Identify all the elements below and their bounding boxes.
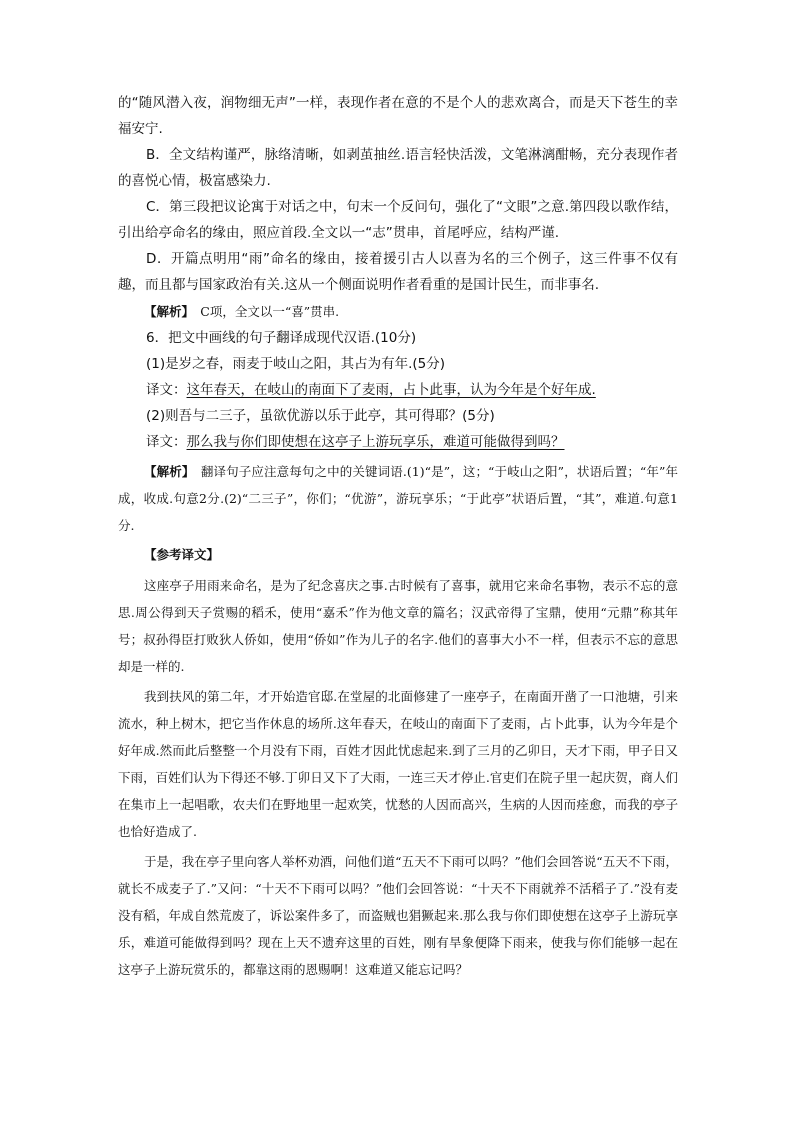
translation-prefix: 译文： bbox=[146, 434, 187, 450]
reference-paragraph: 这座亭子用雨来命名，是为了纪念喜庆之事.古时候有了喜事，就用它来命名事物，表示不忘的意思.周公得到天子赏赐的稻禾，使用“嘉禾”作为他文章的篇名；汉武帝得了宝鼎，使用“元鼎”称其年号；叔孙得臣打败狄人侨如，使用“侨如”作为儿子的名字.他们的喜事大小不一样，但表示不忘的意思却是一样的. bbox=[118, 578, 678, 674]
translation-2 bbox=[118, 429, 678, 455]
analysis-q6 bbox=[118, 458, 678, 539]
translation-answer: 那么我与你们即使想在这亭子上游玩享乐，难道可能做得到吗？ bbox=[186, 434, 565, 450]
analysis-label: 【解析】 bbox=[144, 304, 188, 319]
analysis-q5 bbox=[118, 298, 678, 325]
option-a-continuation: 的“随风潜入夜，润物细无声”一样，表现作者在意的不是个人的悲欢离合，而是天下苍生的幸福安宁. bbox=[118, 95, 678, 137]
question-6-item-2: (2)则吾与二三子，虽欲优游以乐于此亭，其可得耶？(5分) bbox=[146, 408, 495, 424]
question-6-item-1: (1)是岁之春，雨麦于岐山之阳，其占为有年.(5分) bbox=[146, 356, 446, 372]
reference-heading: 【参考译文】 bbox=[144, 547, 220, 562]
translation-1 bbox=[118, 377, 678, 403]
analysis-text: 翻译句子应注意每句之中的关键词语.(1)“是”，这；“于岐山之阳”，状语后置；“年”年成，收成.句意2分.(2)“二三子”，你们；“优游”，游玩享乐；“于此亭”状语后置，“其”，难道.句意1分. bbox=[118, 464, 678, 533]
translation-prefix: 译文： bbox=[146, 382, 187, 398]
document-body bbox=[118, 90, 678, 983]
option-d: D．开篇点明用“雨”命名的缘由，接着援引古人以喜为名的三个例子，这三件事不仅有趣，而且都与国家政治有关.这从一个侧面说明作者看重的是国计民生，而非事名. bbox=[118, 251, 678, 293]
analysis-label: 【解析】 bbox=[144, 464, 189, 479]
translation-answer: 这年春天，在岐山的南面下了麦雨，占卜此事，认为今年是个好年成. bbox=[186, 382, 596, 398]
analysis-text: C项，全文以一“喜”贯串. bbox=[187, 304, 340, 319]
option-c: C．第三段把议论寓于对话之中，句末一个反问句，强化了“文眼”之意.第四段以歌作结，引出给亭命名的缘由，照应首段.全文以一“志”贯串，首尾呼应，结构严谨. bbox=[118, 199, 678, 241]
question-6-title: 6．把文中画线的句子翻译成现代汉语.(10分) bbox=[146, 330, 417, 346]
reference-paragraph: 于是，我在亭子里向客人举杯劝酒，问他们道“五天不下雨可以吗？”他们会回答说“五天不下雨，就长不成麦子了.”又问：“十天不下雨可以吗？”他们会回答说：“十天不下雨就养不活稻子了.”没有麦没有稻，年成自然荒废了，诉讼案件多了，而盗贼也猖獗起来.那么我与你们即使想在这亭子上游玩享乐，难道可能做得到吗？现在上天不遗弃这里的百姓，刚有旱象便降下雨来，使我与你们能够一起在这亭子上游玩赏乐的，都靠这雨的恩赐啊！这难道又能忘记吗？ bbox=[118, 854, 678, 977]
option-b: B．全文结构谨严，脉络清晰，如剥茧抽丝.语言轻快活泼，文笔淋漓酣畅，充分表现作者的喜悦心情，极富感染力. bbox=[118, 147, 678, 189]
reference-paragraph: 我到扶风的第二年，才开始造官邸.在堂屋的北面修建了一座亭子，在南面开凿了一口池塘，引来流水，种上树木，把它当作休息的场所.这年春天，在岐山的南面下了麦雨，占卜此事，认为今年是个好年成.然而此后整整一个月没有下雨，百姓才因此忧虑起来.到了三月的乙卯日，天才下雨，甲子日又下雨，百姓们认为下得还不够.丁卯日又下了大雨，一连三天才停止.官吏们在院子里一起庆贺，商人们在集市上一起唱歌，农夫们在野地里一起欢笑，忧愁的人因而高兴，生病的人因而痊愈，而我的亭子也恰好造成了. bbox=[118, 689, 678, 839]
